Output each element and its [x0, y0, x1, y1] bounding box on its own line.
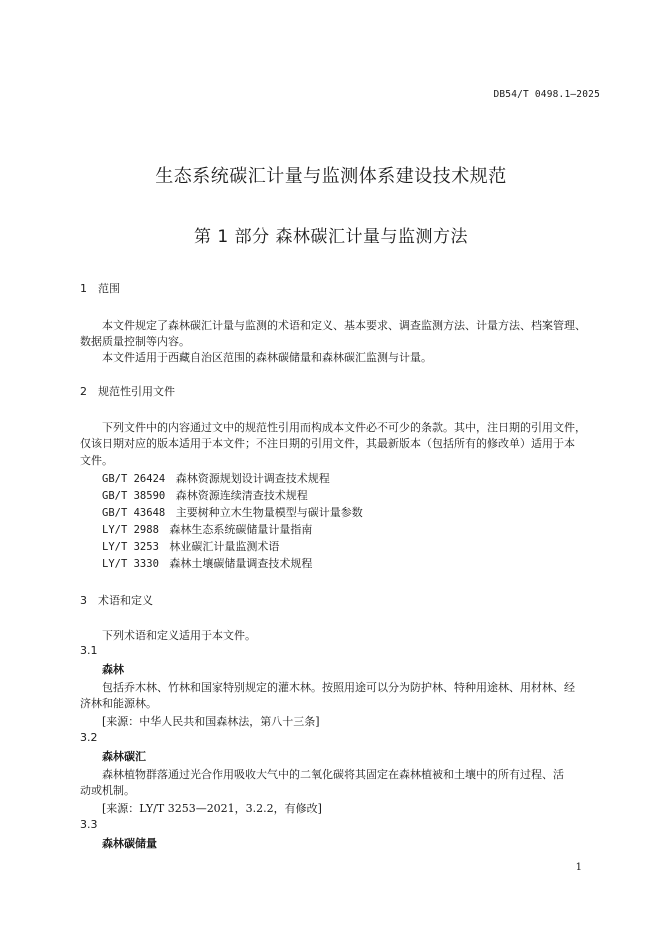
reference-code: LY/T 3253 — [102, 541, 159, 553]
term-definition-line: 包括乔木林、竹林和国家特别规定的灌木林。按照用途可以分为防护林、特种用途林、用材林、经 — [102, 681, 575, 694]
reference-title: 森林资源规划设计调查技术规程 — [175, 472, 330, 485]
reference-item — [102, 504, 363, 520]
term-name: 森林 — [102, 663, 124, 676]
reference-title: 林业碳汇计量监测术语 — [169, 540, 280, 553]
section-number: 1 — [80, 282, 87, 295]
reference-item — [102, 538, 279, 554]
paragraph-line: 数据质量控制等内容。 — [80, 335, 190, 348]
reference-code: GB/T 43648 — [102, 507, 166, 519]
reference-title: 森林土壤碳储量调查技术规程 — [169, 557, 313, 570]
paragraph-line: 文件。 — [80, 454, 113, 467]
section-number: 2 — [80, 385, 87, 398]
reference-code: GB/T 26424 — [102, 473, 166, 485]
term-definition-line: 动或机制。 — [80, 784, 135, 797]
section-title: 规范性引用文件 — [98, 385, 175, 398]
reference-code: GB/T 38590 — [102, 490, 166, 502]
section-number: 3 — [80, 594, 87, 607]
paragraph-line: 下列文件中的内容通过文中的规范性引用而构成本文件必不可少的条款。其中，注日期的引用文件， — [102, 421, 586, 434]
document-title: 生态系统碳汇计量与监测体系建设技术规范 — [155, 166, 507, 187]
paragraph-line: 本文件规定了森林碳汇计量与监测的术语和定义、基本要求、调查监测方法、计量方法、档案管理、 — [102, 319, 586, 332]
reference-item — [102, 521, 312, 537]
term-definition-line: 济林和能源林。 — [80, 697, 157, 710]
term-number: 3.3 — [80, 818, 98, 831]
document-code: DB54/T 0498.1—2025 — [493, 89, 600, 100]
section-1-heading — [80, 280, 120, 296]
reference-title: 主要树种立木生物量模型与碳计量参数 — [175, 506, 363, 519]
reference-item — [102, 555, 312, 571]
term-name: 森林碳汇 — [102, 750, 146, 763]
section-2-heading — [80, 383, 175, 399]
reference-item — [102, 470, 330, 486]
reference-title: 森林资源连续清查技术规程 — [175, 489, 308, 502]
term-source: [来源：LY/T 3253—2021，3.2.2，有修改] — [102, 802, 322, 815]
term-number: 3.2 — [80, 731, 98, 744]
paragraph-line: 下列术语和定义适用于本文件。 — [102, 629, 256, 642]
term-name: 森林碳储量 — [102, 837, 157, 850]
section-3-heading — [80, 592, 153, 608]
part-title: 第 1 部分 森林碳汇计量与监测方法 — [193, 227, 469, 247]
reference-code: LY/T 3330 — [102, 558, 159, 570]
term-source: [来源：中华人民共和国森林法，第八十三条] — [102, 715, 320, 728]
section-title: 范围 — [98, 282, 120, 295]
section-title: 术语和定义 — [98, 594, 153, 607]
page-number: 1 — [575, 862, 582, 873]
reference-code: LY/T 2988 — [102, 524, 159, 536]
paragraph-line: 仅该日期对应的版本适用于本文件；不注日期的引用文件，其最新版本（包括所有的修改单）适用于本 — [80, 437, 575, 450]
term-number: 3.1 — [80, 644, 98, 657]
term-definition-line: 森林植物群落通过光合作用吸收大气中的二氧化碳将其固定在森林植被和土壤中的所有过程、活 — [102, 768, 564, 781]
reference-item — [102, 487, 308, 503]
reference-title: 森林生态系统碳储量计量指南 — [169, 523, 313, 536]
paragraph-line: 本文件适用于西藏自治区范围的森林碳储量和森林碳汇监测与计量。 — [102, 351, 432, 364]
